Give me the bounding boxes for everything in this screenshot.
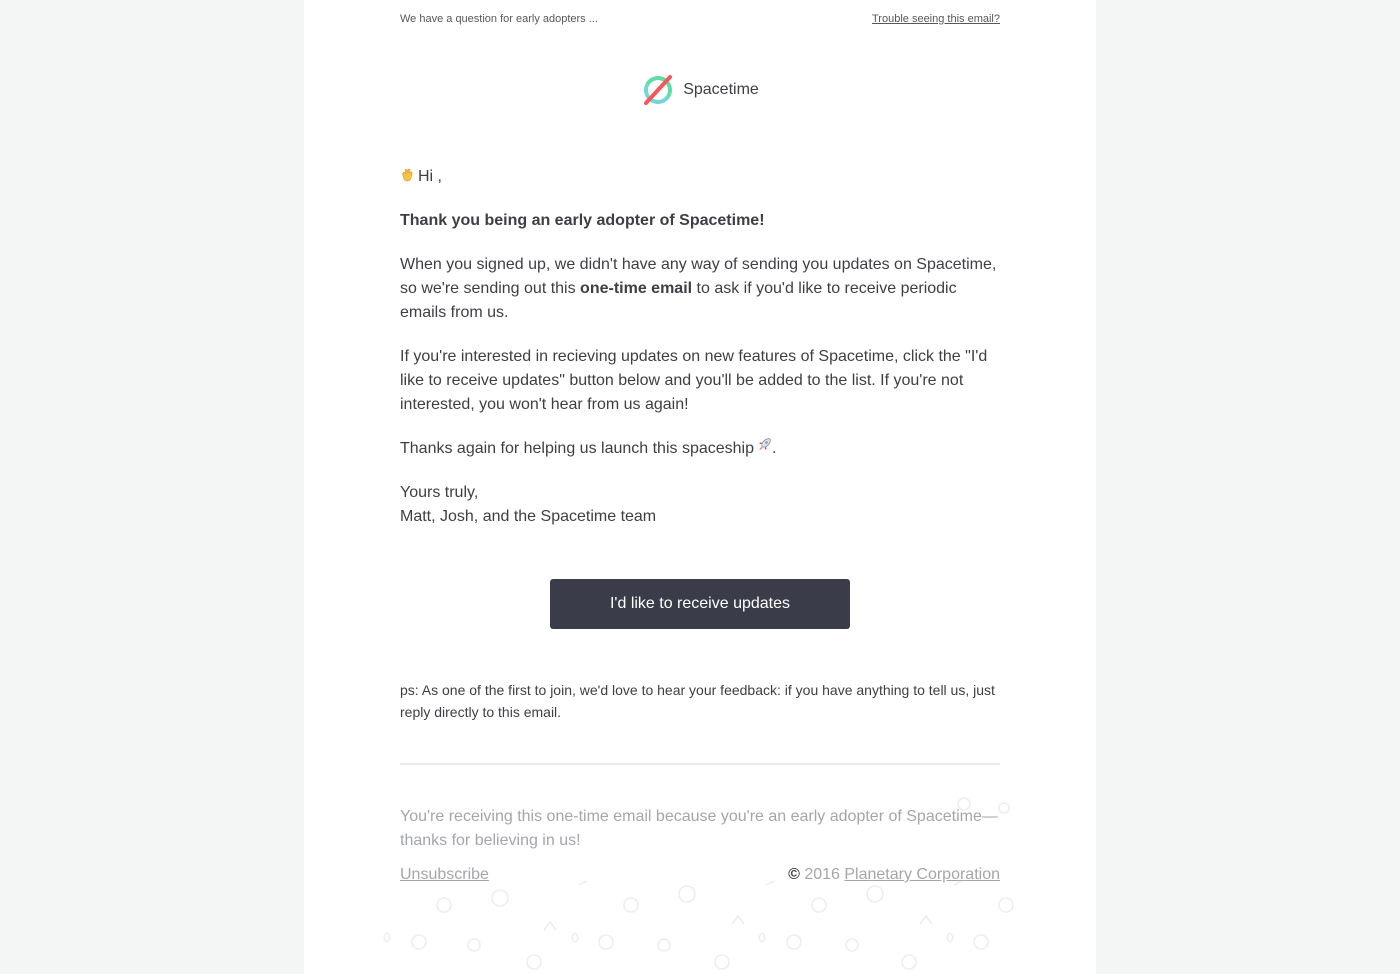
signoff-line2: Matt, Josh, and the Spacetime team xyxy=(400,508,657,525)
preheader xyxy=(400,11,1000,27)
email-sheet xyxy=(304,0,1096,974)
headline xyxy=(400,209,1000,233)
greeting-text: Hi , xyxy=(418,168,442,185)
rocket-icon xyxy=(756,437,772,453)
one-time-email-emphasis: one-time email xyxy=(580,280,693,297)
paragraph-interested: If you're interested in recieving updates on new features of Spacetime, click the "I'd like to receive updates" button below and you'll be added to the list. If you're not interested, you won't hear from us again! xyxy=(400,348,988,413)
copyright xyxy=(788,863,1000,887)
thanks-period: . xyxy=(772,440,777,457)
signoff-line1: Yours truly, xyxy=(400,484,479,501)
paragraph-thanks xyxy=(400,437,1000,461)
paragraph-signed-up-part1: When you signed up, we didn't have any way of sending you updates on Spacetime, so we're sending out this xyxy=(400,256,997,297)
footer-divider xyxy=(400,763,1000,765)
footer-notice: You're receiving this one-time email because you're an early adopter of Spacetime—thanks for believing in us! xyxy=(400,808,998,849)
preheader-text: We have a question for early adopters ... xyxy=(400,13,598,25)
headline-text: Thank you being an early adopter of Spacetime! xyxy=(400,212,765,229)
greeting xyxy=(400,165,1000,189)
trouble-viewing-link[interactable]: Trouble seeing this email? xyxy=(872,13,1000,25)
ps-note: ps: As one of the first to join, we'd love to hear your feedback: if you have anything to tell us, just reply directly to this email. xyxy=(400,682,995,720)
brand-logo xyxy=(304,74,1096,106)
receive-updates-button[interactable]: I'd like to receive updates xyxy=(550,579,850,629)
email-body xyxy=(400,165,1000,529)
brand-name: Spacetime xyxy=(683,81,759,98)
paragraph-signed-up xyxy=(400,253,1000,325)
paragraph-signed-up-part2: to ask if you'd like to receive periodic emails from us. xyxy=(400,280,957,321)
footer-links-row xyxy=(400,863,1000,887)
copyright-year: 2016 xyxy=(804,866,840,883)
thanks-text: Thanks again for helping us launch this spaceship xyxy=(400,440,754,457)
company-link[interactable]: Planetary Corporation xyxy=(844,866,1000,883)
footer xyxy=(400,805,1000,887)
spacetime-logo-icon xyxy=(641,74,675,106)
copyright-symbol: © xyxy=(788,866,800,883)
waving-hand-icon xyxy=(400,168,414,182)
unsubscribe-link[interactable]: Unsubscribe xyxy=(400,866,489,883)
